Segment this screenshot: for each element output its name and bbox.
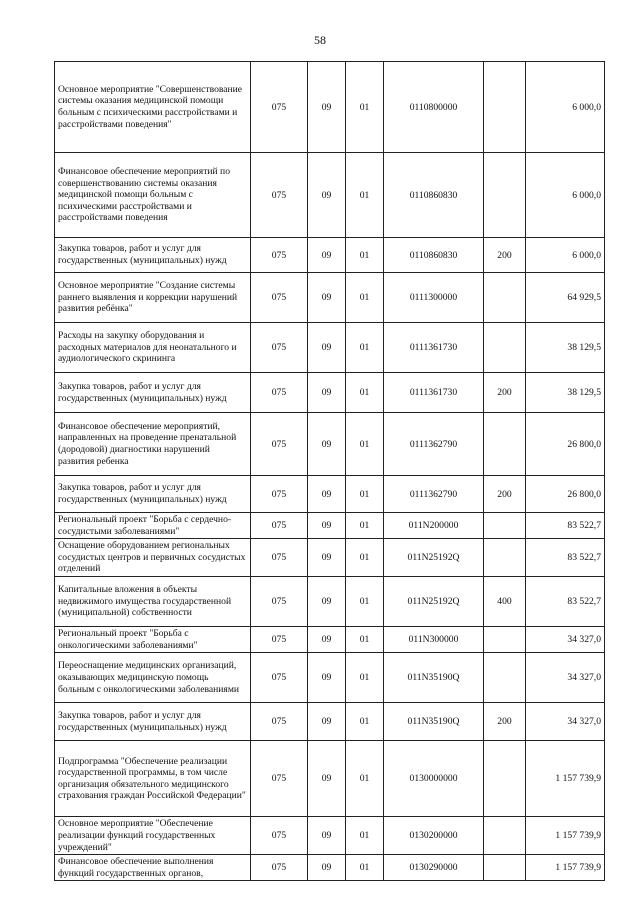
amount-cell: 26 800,0 bbox=[526, 476, 605, 513]
target-article-cell: 0111300000 bbox=[384, 273, 484, 323]
section-code-cell: 09 bbox=[308, 238, 346, 273]
ministry-code-cell: 075 bbox=[251, 627, 308, 653]
table-row bbox=[55, 323, 605, 373]
section-code-cell: 09 bbox=[308, 476, 346, 513]
row-name-cell: Расходы на закупку оборудования и расходных материалов для неонатального и аудиологического скрининга bbox=[55, 323, 251, 373]
ministry-code-cell: 075 bbox=[251, 373, 308, 413]
section-code-cell: 09 bbox=[308, 413, 346, 476]
subsection-code-cell: 01 bbox=[346, 413, 384, 476]
page-number: 58 bbox=[314, 33, 326, 47]
amount-cell: 64 929,5 bbox=[526, 273, 605, 323]
ministry-code-cell: 075 bbox=[251, 703, 308, 741]
amount-cell: 6 000,0 bbox=[526, 153, 605, 238]
row-name-cell: Региональный проект "Борьба с сердечно-сосудистыми заболеваниями" bbox=[55, 513, 251, 539]
section-code-cell: 09 bbox=[308, 539, 346, 577]
amount-cell: 1 157 739,9 bbox=[526, 855, 605, 881]
ministry-code-cell: 075 bbox=[251, 323, 308, 373]
subsection-code-cell: 01 bbox=[346, 817, 384, 855]
section-code-cell: 09 bbox=[308, 153, 346, 238]
ministry-code-cell: 075 bbox=[251, 238, 308, 273]
section-code-cell: 09 bbox=[308, 653, 346, 703]
subsection-code-cell: 01 bbox=[346, 653, 384, 703]
expense-type-cell: 200 bbox=[484, 703, 526, 741]
subsection-code-cell: 01 bbox=[346, 323, 384, 373]
section-code-cell: 09 bbox=[308, 627, 346, 653]
amount-cell: 6 000,0 bbox=[526, 238, 605, 273]
table-row bbox=[55, 703, 605, 741]
ministry-code-cell: 075 bbox=[251, 817, 308, 855]
amount-cell: 34 327,0 bbox=[526, 703, 605, 741]
subsection-code-cell: 01 bbox=[346, 741, 384, 817]
expense-type-cell bbox=[484, 513, 526, 539]
section-code-cell: 09 bbox=[308, 741, 346, 817]
row-name-cell: Переоснащение медицинских организаций, оказывающих медицинскую помощь больным с онкологическими заболеваниями bbox=[55, 653, 251, 703]
row-name-cell: Закупка товаров, работ и услуг для государственных (муниципальных) нужд bbox=[55, 373, 251, 413]
table-row bbox=[55, 539, 605, 577]
target-article-cell: 0110860830 bbox=[384, 153, 484, 238]
target-article-cell: 011N25192Q bbox=[384, 539, 484, 577]
ministry-code-cell: 075 bbox=[251, 741, 308, 817]
ministry-code-cell: 075 bbox=[251, 153, 308, 238]
expense-type-cell: 400 bbox=[484, 577, 526, 627]
table-row bbox=[55, 476, 605, 513]
table-row bbox=[55, 653, 605, 703]
expense-type-cell bbox=[484, 855, 526, 881]
row-name-cell: Финансовое обеспечение выполнения функций государственных органов, bbox=[55, 855, 251, 881]
target-article-cell: 0130290000 bbox=[384, 855, 484, 881]
expense-type-cell bbox=[484, 62, 526, 153]
amount-cell: 6 000,0 bbox=[526, 62, 605, 153]
amount-cell: 34 327,0 bbox=[526, 627, 605, 653]
amount-cell: 34 327,0 bbox=[526, 653, 605, 703]
section-code-cell: 09 bbox=[308, 817, 346, 855]
ministry-code-cell: 075 bbox=[251, 513, 308, 539]
subsection-code-cell: 01 bbox=[346, 238, 384, 273]
ministry-code-cell: 075 bbox=[251, 855, 308, 881]
row-name-cell: Основное мероприятие "Создание системы раннего выявления и коррекции нарушений развития ребёнка" bbox=[55, 273, 251, 323]
row-name-cell: Основное мероприятие "Совершенствование системы оказания медицинской помощи больным с психическими расстройствами и расстройствами поведения" bbox=[55, 62, 251, 153]
expense-type-cell bbox=[484, 653, 526, 703]
subsection-code-cell: 01 bbox=[346, 703, 384, 741]
table-row bbox=[55, 62, 605, 153]
expense-type-cell bbox=[484, 741, 526, 817]
target-article-cell: 0110800000 bbox=[384, 62, 484, 153]
expense-type-cell bbox=[484, 539, 526, 577]
ministry-code-cell: 075 bbox=[251, 539, 308, 577]
table-row bbox=[55, 238, 605, 273]
row-name-cell: Финансовое обеспечение мероприятий, направленных на проведение пренатальной (дородовой) диагностики нарушений развития ребенка bbox=[55, 413, 251, 476]
table-row bbox=[55, 273, 605, 323]
amount-cell: 1 157 739,9 bbox=[526, 741, 605, 817]
row-name-cell: Подпрограмма "Обеспечение реализации государственной программы, в том числе организация обязательного медицинского страхования граждан Российской Федерации" bbox=[55, 741, 251, 817]
amount-cell: 38 129,5 bbox=[526, 323, 605, 373]
amount-cell: 1 157 739,9 bbox=[526, 817, 605, 855]
row-name-cell: Закупка товаров, работ и услуг для государственных (муниципальных) нужд bbox=[55, 703, 251, 741]
amount-cell: 38 129,5 bbox=[526, 373, 605, 413]
ministry-code-cell: 075 bbox=[251, 62, 308, 153]
expense-type-cell bbox=[484, 817, 526, 855]
ministry-code-cell: 075 bbox=[251, 577, 308, 627]
row-name-cell: Закупка товаров, работ и услуг для государственных (муниципальных) нужд bbox=[55, 476, 251, 513]
table-row bbox=[55, 741, 605, 817]
subsection-code-cell: 01 bbox=[346, 373, 384, 413]
target-article-cell: 0111361730 bbox=[384, 323, 484, 373]
target-article-cell: 011N35190Q bbox=[384, 653, 484, 703]
row-name-cell: Финансовое обеспечение мероприятий по совершенствованию системы оказания медицинской помощи больным с психическими расстройствами и расстройствами поведения bbox=[55, 153, 251, 238]
table-row bbox=[55, 513, 605, 539]
section-code-cell: 09 bbox=[308, 513, 346, 539]
target-article-cell: 0130000000 bbox=[384, 741, 484, 817]
ministry-code-cell: 075 bbox=[251, 653, 308, 703]
table-row bbox=[55, 153, 605, 238]
row-name-cell: Капитальные вложения в объекты недвижимого имущества государственной (муниципальной) собственности bbox=[55, 577, 251, 627]
section-code-cell: 09 bbox=[308, 323, 346, 373]
target-article-cell: 0111362790 bbox=[384, 413, 484, 476]
subsection-code-cell: 01 bbox=[346, 539, 384, 577]
section-code-cell: 09 bbox=[308, 273, 346, 323]
row-name-cell: Основное мероприятие "Обеспечение реализации функций государственных учреждений" bbox=[55, 817, 251, 855]
target-article-cell: 0110860830 bbox=[384, 238, 484, 273]
table-row bbox=[55, 817, 605, 855]
expense-type-cell: 200 bbox=[484, 373, 526, 413]
subsection-code-cell: 01 bbox=[346, 62, 384, 153]
table-row bbox=[55, 413, 605, 476]
expense-type-cell bbox=[484, 323, 526, 373]
subsection-code-cell: 01 bbox=[346, 627, 384, 653]
section-code-cell: 09 bbox=[308, 62, 346, 153]
ministry-code-cell: 075 bbox=[251, 273, 308, 323]
section-code-cell: 09 bbox=[308, 855, 346, 881]
table-row bbox=[55, 373, 605, 413]
amount-cell: 83 522,7 bbox=[526, 539, 605, 577]
subsection-code-cell: 01 bbox=[346, 513, 384, 539]
target-article-cell: 011N25192Q bbox=[384, 577, 484, 627]
ministry-code-cell: 075 bbox=[251, 476, 308, 513]
table-row bbox=[55, 627, 605, 653]
row-name-cell: Оснащение оборудованием региональных сосудистых центров и первичных сосудистых отделений bbox=[55, 539, 251, 577]
expense-type-cell bbox=[484, 413, 526, 476]
target-article-cell: 0111361730 bbox=[384, 373, 484, 413]
target-article-cell: 0111362790 bbox=[384, 476, 484, 513]
expense-type-cell: 200 bbox=[484, 238, 526, 273]
subsection-code-cell: 01 bbox=[346, 855, 384, 881]
expense-type-cell bbox=[484, 273, 526, 323]
amount-cell: 26 800,0 bbox=[526, 413, 605, 476]
row-name-cell: Закупка товаров, работ и услуг для государственных (муниципальных) нужд bbox=[55, 238, 251, 273]
table-row bbox=[55, 855, 605, 881]
target-article-cell: 011N200000 bbox=[384, 513, 484, 539]
subsection-code-cell: 01 bbox=[346, 273, 384, 323]
target-article-cell: 011N300000 bbox=[384, 627, 484, 653]
table-row bbox=[55, 577, 605, 627]
target-article-cell: 0130200000 bbox=[384, 817, 484, 855]
section-code-cell: 09 bbox=[308, 703, 346, 741]
expense-type-cell bbox=[484, 627, 526, 653]
subsection-code-cell: 01 bbox=[346, 153, 384, 238]
expense-type-cell bbox=[484, 153, 526, 238]
subsection-code-cell: 01 bbox=[346, 476, 384, 513]
section-code-cell: 09 bbox=[308, 373, 346, 413]
expense-type-cell: 200 bbox=[484, 476, 526, 513]
target-article-cell: 011N35190Q bbox=[384, 703, 484, 741]
row-name-cell: Региональный проект "Борьба с онкологическими заболеваниями" bbox=[55, 627, 251, 653]
subsection-code-cell: 01 bbox=[346, 577, 384, 627]
ministry-code-cell: 075 bbox=[251, 413, 308, 476]
section-code-cell: 09 bbox=[308, 577, 346, 627]
amount-cell: 83 522,7 bbox=[526, 513, 605, 539]
amount-cell: 83 522,7 bbox=[526, 577, 605, 627]
budget-table bbox=[54, 61, 605, 881]
